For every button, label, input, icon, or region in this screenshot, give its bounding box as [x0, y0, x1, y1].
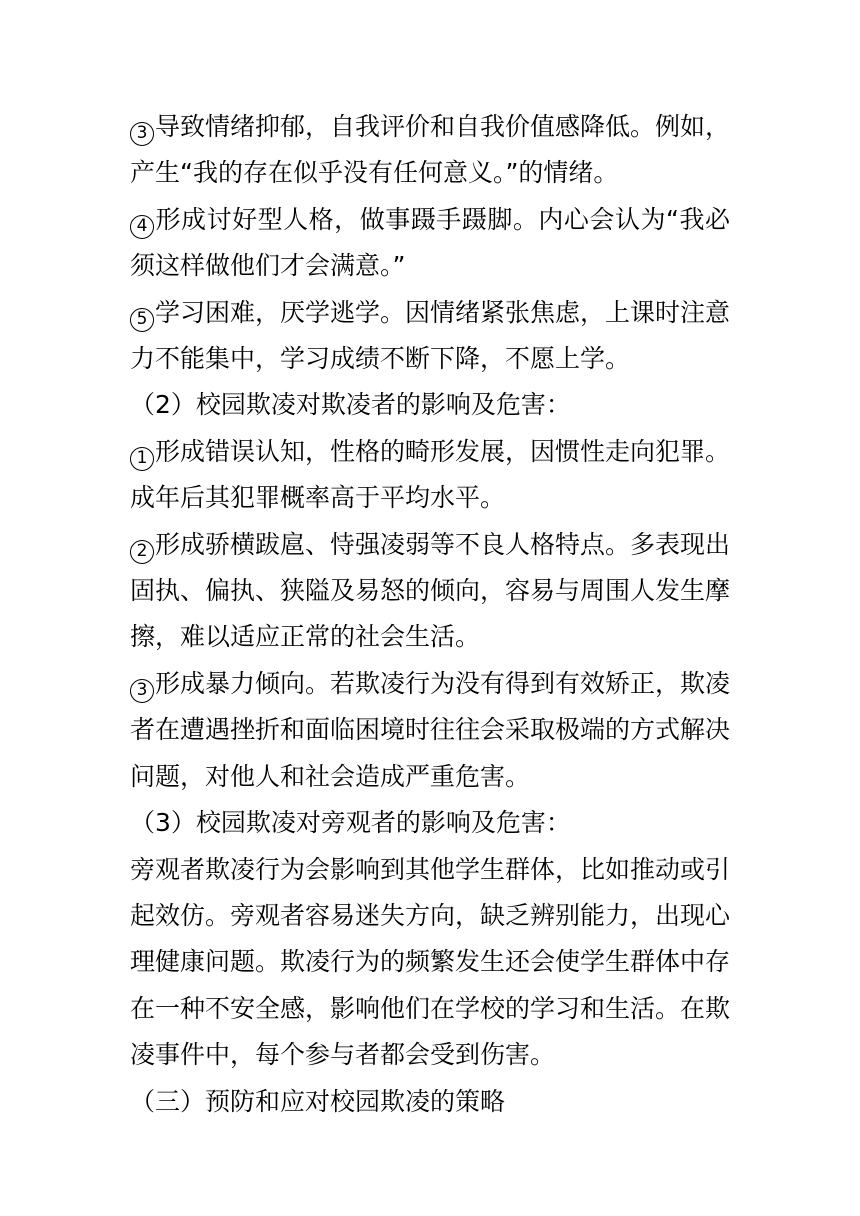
list-item: [130, 104, 730, 197]
list-item-text: 形成暴力倾向。若欺凌行为没有得到有效矫正，欺凌者在遭遇挫折和面临困境时往往会采取极端的方式解决问题，对他人和社会造成严重危害。: [130, 668, 731, 791]
list-item-text: 形成讨好型人格，做事蹑手蹑脚。内心会认为“我必须这样做他们才会满意。”: [130, 204, 730, 281]
section-heading: （3）校园欺凌对旁观者的影响及危害：: [130, 808, 571, 838]
circled-number: 1: [130, 447, 154, 471]
list-item: [130, 661, 730, 800]
circled-number: 3: [130, 122, 154, 146]
list-item-text: 导致情绪抑郁，自我评价和自我价值感降低。例如，产生“我的存在似乎没有任何意义。”的情绪。: [130, 112, 731, 188]
list-item: [130, 197, 730, 290]
list-item: [130, 522, 730, 661]
list-item-text: 形成骄横跋扈、恃强凌弱等不良人格特点。多表现出固执、偏执、狭隘及易怒的倾向，容易与周围人发生摩擦，难以适应正常的社会生活。: [130, 529, 731, 652]
chapter-heading: （三）预防和应对校园欺凌的策略: [130, 1086, 506, 1116]
circled-number: 3: [130, 679, 154, 703]
list-item-text: 学习困难，厌学逃学。因情绪紧张焦虑，上课时注意力不能集中，学习成绩不断下降，不愿上学。: [130, 297, 731, 374]
body-paragraph: 旁观者欺凌行为会影响到其他学生群体，比如推动或引起效仿。旁观者容易迷失方向，缺乏辨别能力，出现心理健康问题。欺凌行为的频繁发生还会使学生群体中存在一种不安全感，影响他们在学校的学习和生活。在欺凌事件中，每个参与者都会受到伤害。: [130, 854, 731, 1070]
circled-number: 4: [130, 215, 154, 239]
circled-number: 2: [130, 540, 154, 564]
list-item: [130, 290, 730, 383]
list-item-text: 形成错误认知，性格的畸形发展，因惯性走向犯罪。成年后其犯罪概率高于平均水平。: [130, 436, 731, 513]
list-item: [130, 429, 730, 522]
section-heading: （2）校园欺凌对欺凌者的影响及危害：: [130, 390, 571, 420]
document-body: [130, 104, 730, 1125]
circled-number: 5: [130, 308, 154, 332]
